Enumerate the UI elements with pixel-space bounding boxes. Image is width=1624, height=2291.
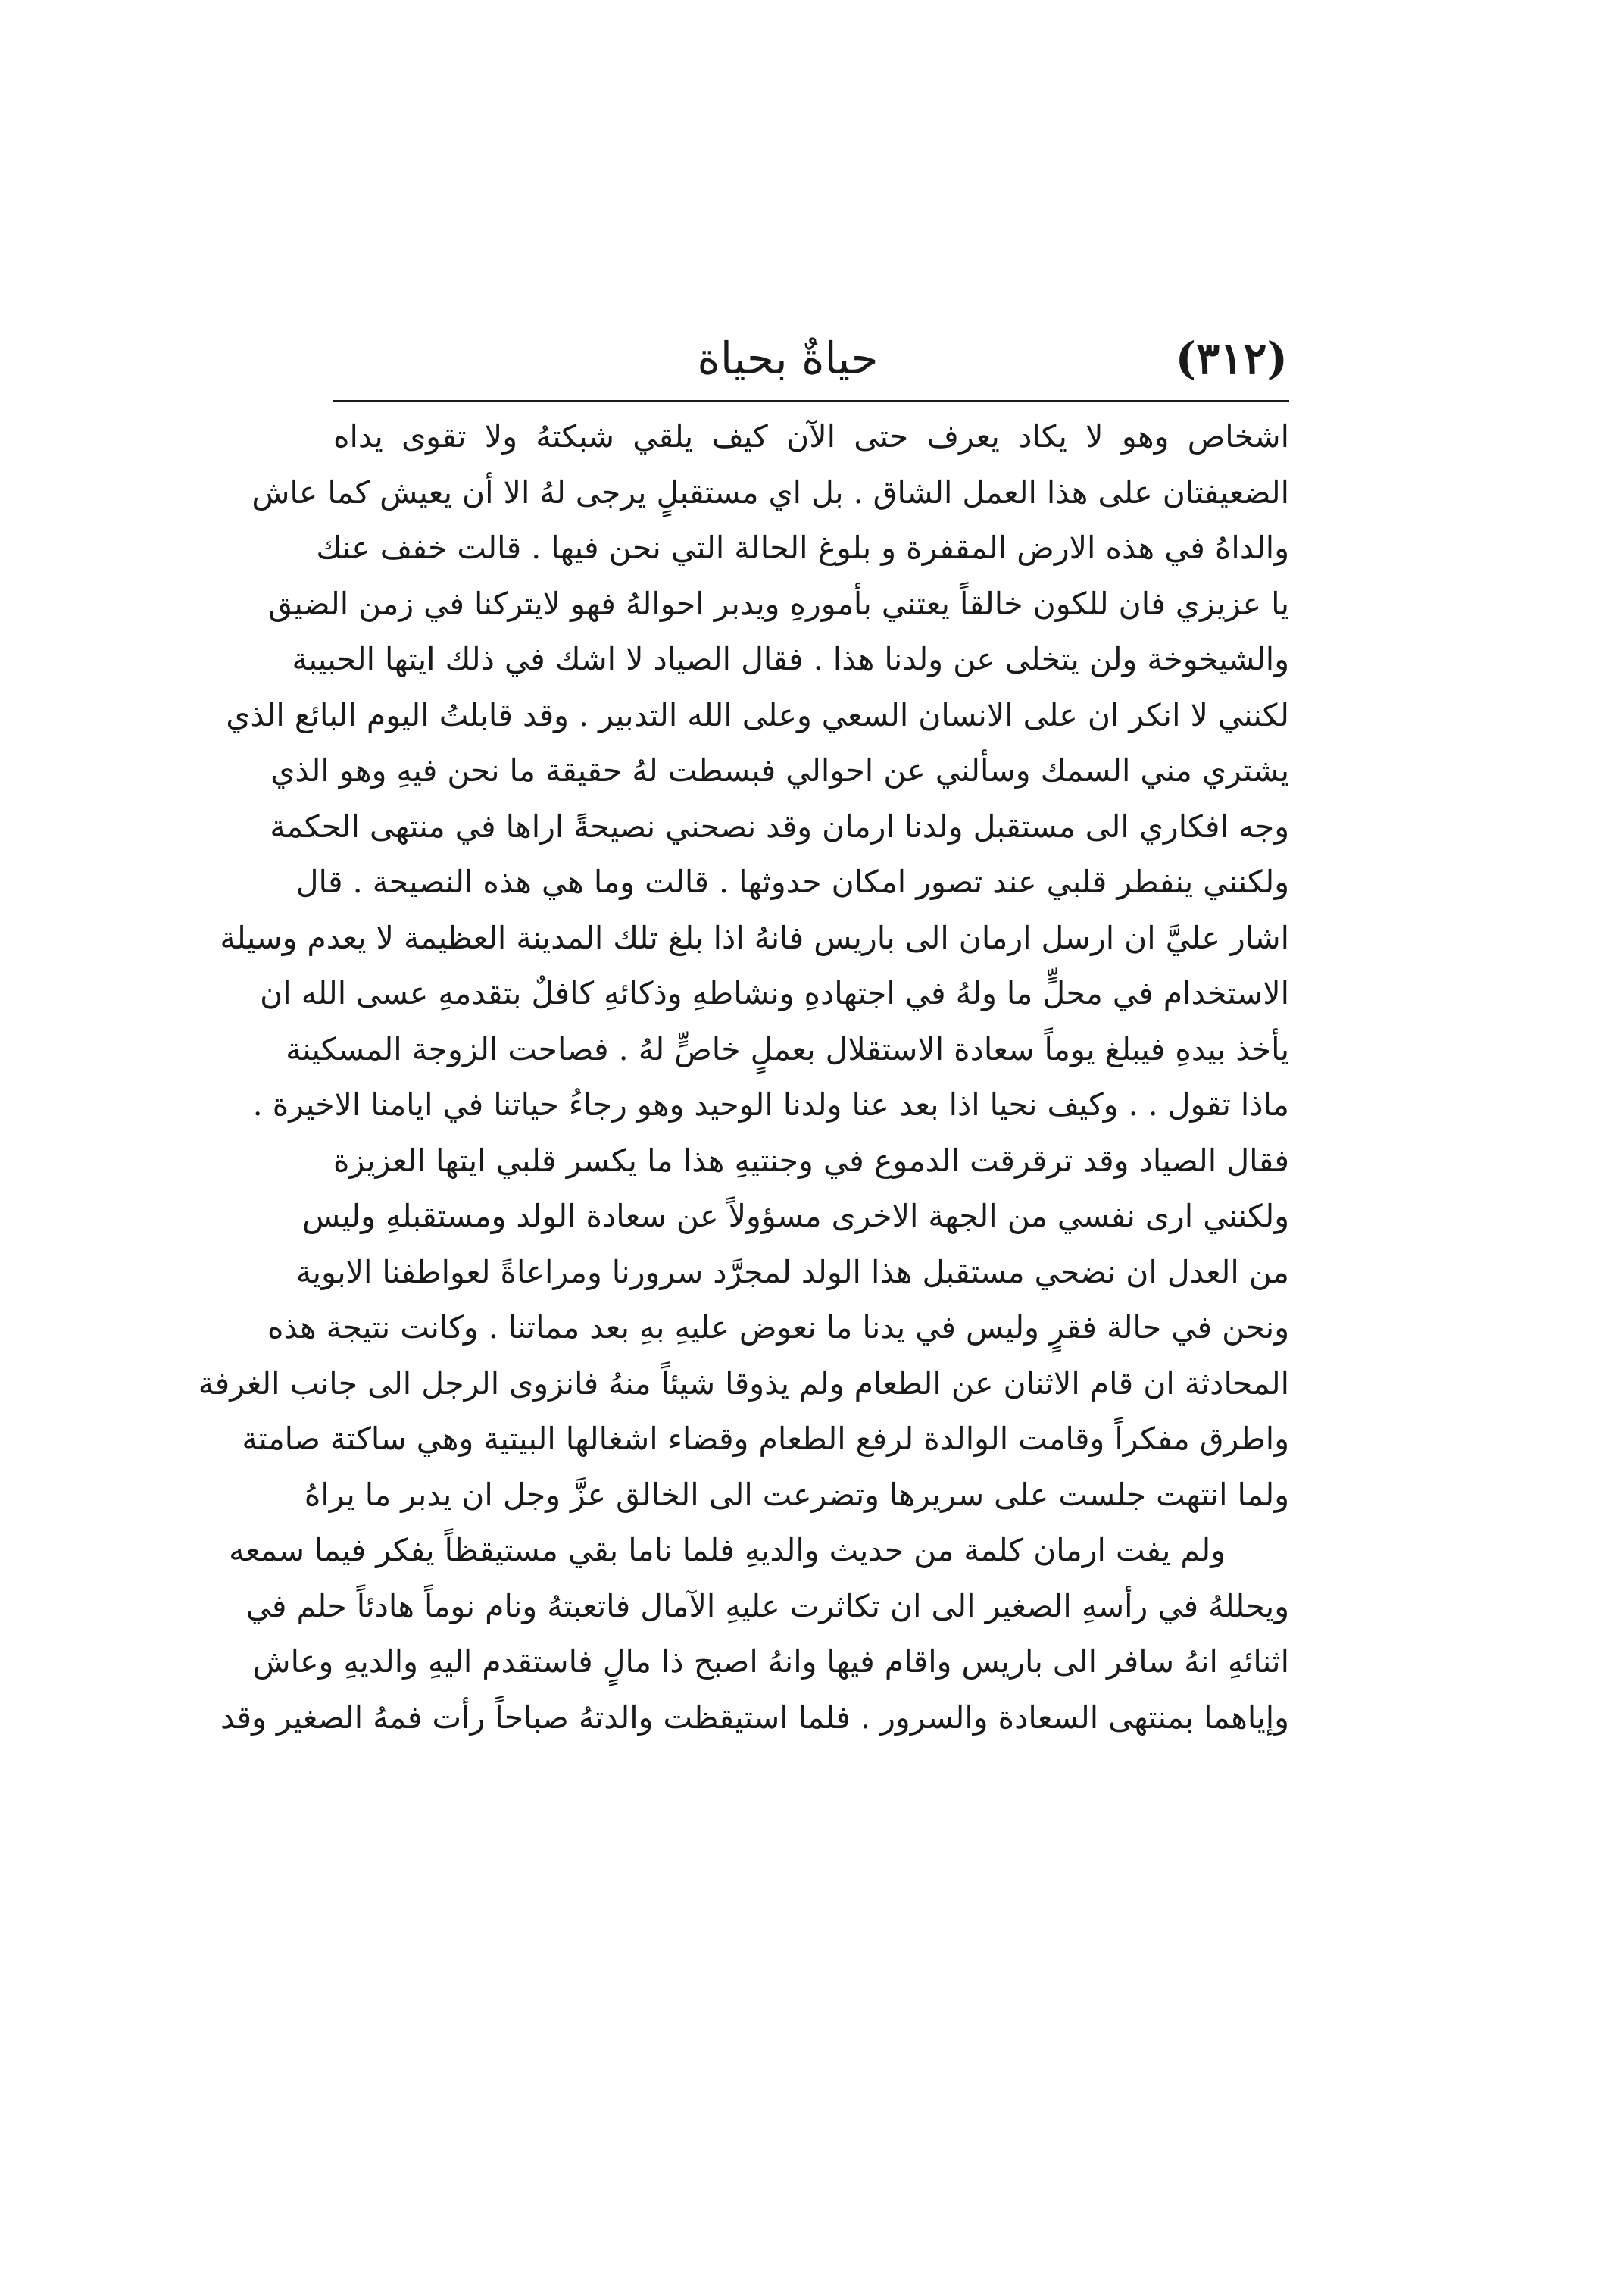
text-line: الضعيفتان على هذا العمل الشاق . بل اي مستقبلٍ يرجى لهُ الا أن يعيش كما عاش [251,474,1289,511]
text-line: والشيخوخة ولن يتخلى عن ولدنا هذا . فقال الصياد لا اشك في ذلك ايتها الحبيبة [292,641,1289,677]
text-line: المحادثة ان قام الاثنان عن الطعام ولم يذوقا شيئاً منهُ فانزوى الرجل الى جانب الغرفة [198,1364,1289,1402]
text-line: لكنني لا انكر ان على الانسان السعي وعلى الله التدبير . وقد قابلتُ اليوم البائع الذي [226,696,1289,733]
text-line: يا عزيزي فان للكون خالقاً يعتني بأمورهِ ويدبر احوالهُ فهو لايتركنا في زمن الضيق [268,585,1289,622]
text-line: ولكنني ارى نفسي من الجهة الاخرى مسؤولاً عن سعادة الولد ومستقبلهِ وليس [302,1198,1289,1234]
text-line: اثنائهِ انهُ سافر الى باريس واقام فيها وانهُ اصبح ذا مالٍ فاستقدم اليهِ والديهِ وعاش [252,1643,1289,1680]
text-line-paragraph-start: ولم يفت ارمان كلمة من حديث والديهِ فلما ناما بقي مستيقظاً يفكر فيما سمعه [229,1532,1226,1568]
text-line: فقال الصياد وقد ترقرقت الدموع في وجنتيهِ هذا ما يكسر قلبي ايتها العزيزة [333,1142,1289,1179]
text-line: يأخذ بيدهِ فيبلغ يوماً سعادة الاستقلال بعملٍ خاصٍّ لهُ . فصاحت الزوجة المسكينة [286,1030,1289,1067]
text-line: ولما انتهت جلست على سريرها وتضرعت الى الخالق عزَّ وجل ان يدبر ما يراهُ [304,1476,1289,1513]
body-text [198,409,1289,1746]
text-line: ونحن في حالة فقرٍ وليس في يدنا ما نعوض عليهِ بهِ بعد مماتنا . وكانت نتيجة هذه [267,1309,1289,1346]
page-header [333,324,1288,392]
text-line: ولكنني ينفطر قلبي عند تصور امكان حدوثها . قالت وما هي هذه النصيحة . قال [295,864,1289,900]
text-line: اشخاص وهو لا يكاد يعرف حتى الآن كيف يلقي شبكتهُ ولا تقوى يداه [333,418,1289,455]
running-title: حياةٌ بحياة [697,333,879,384]
text-line: ماذا تقول . . وكيف نحيا اذا بعد عنا ولدنا الوحيد وهو رجاءُ حياتنا في ايامنا الاخيرة . [252,1086,1289,1123]
text-line: من العدل ان نضحي مستقبل هذا الولد لمجرَّد سرورنا ومراعاةً لعواطفنا الابوية [295,1253,1289,1290]
header-rule [333,400,1289,402]
text-line: ويحللهُ في رأسهِ الصغير الى ان تكاثرت عليهِ الآمال فاتعبتهُ ونام نوماً هادئاً حلم في [245,1587,1289,1624]
text-line: وجه افكاري الى مستقبل ولدنا ارمان وقد نصحني نصيحةً اراها في منتهى الحكمة [270,808,1289,845]
text-line: يشتري مني السمك وسألني عن احوالي فبسطت لهُ حقيقة ما نحن فيهِ وهو الذي [270,752,1289,789]
text-line: واطرق مفكراً وقامت الوالدة لرفع الطعام وقضاء اشغالها البيتية وهي ساكتة صامتة [242,1421,1289,1457]
text-line: والداهُ في هذه الارض المقفرة و بلوغ الحالة التي نحن فيها . قالت خفف عنك [316,530,1289,566]
text-line: الاستخدام في محلٍّ ما ولهُ في اجتهادهِ ونشاطهِ وذكائهِ كافلٌ بتقدمهِ عسى الله ان [260,975,1289,1011]
text-line: اشار عليَّ ان ارسل ارمان الى باريس فانهُ اذا بلغ تلك المدينة العظيمة لا يعدم وسيلة [220,919,1289,956]
text-line: وإياهما بمنتهى السعادة والسرور . فلما استيقظت والدتهُ صباحاً رأت فمهُ الصغير وقد [220,1699,1289,1736]
page-number: (٣١٢) [1175,333,1288,384]
